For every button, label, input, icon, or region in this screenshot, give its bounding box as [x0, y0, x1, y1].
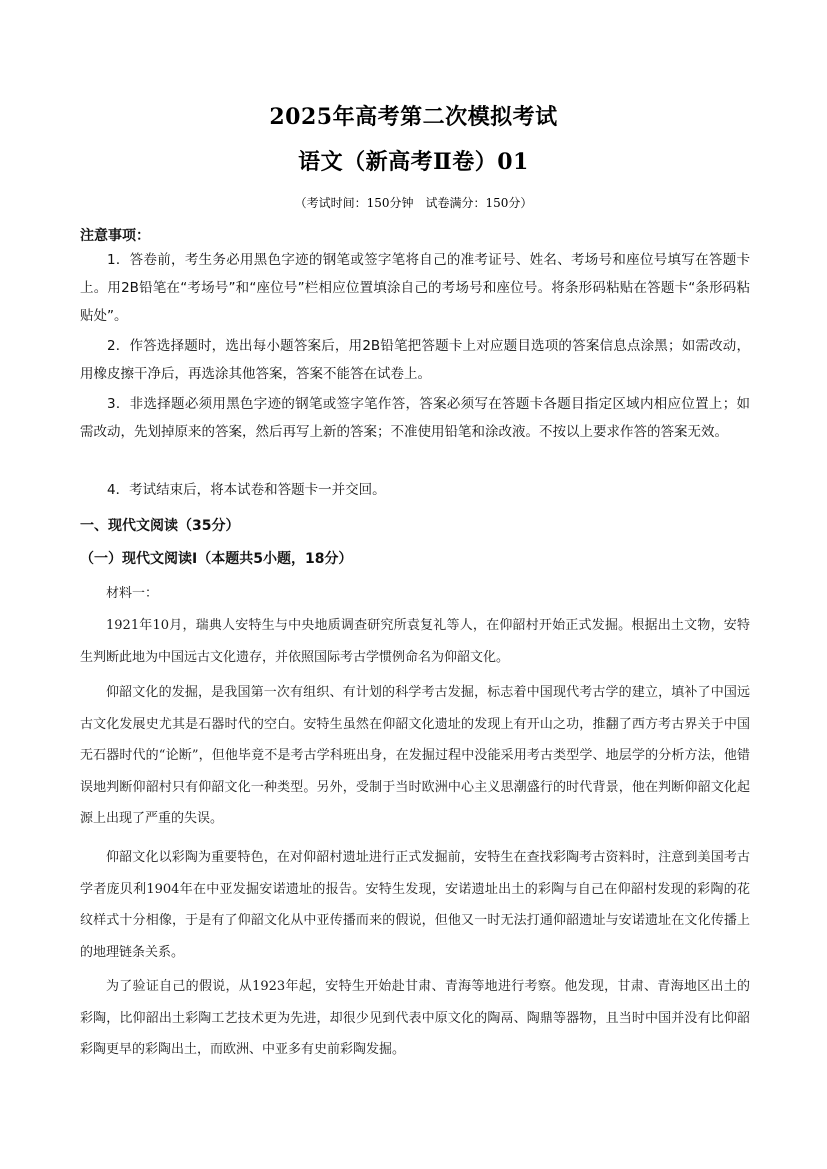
- notice-item-3: 3．非选择题必须用黑色字迹的钢笔或签字笔作答，答案必须写在答题卡各题目指定区域内相应位置上；如需改动，先划掉原来的答案，然后再写上新的答案；不准使用铅笔和涂改液。不按以上要求作答的答案无效。: [80, 396, 750, 440]
- passage-paragraph: 1921年10月，瑞典人安特生与中央地质调查研究所袁复礼等人，在仰韶村开始正式发掘。根据出土文物，安特生判断此地为中国远古文化遗存，并依照国际考古学惯例命名为仰韶文化。: [80, 618, 750, 665]
- notice-item-1: 1．答卷前，考生务必用黑色字迹的钢笔或签字笔将自己的准考证号、姓名、考场号和座位号填写在答题卡上。用2B铅笔在“考场号”和“座位号”栏相应位置填涂自己的考场号和座位号。将条形码粘贴在答题卡“条形码粘贴处”。: [80, 252, 750, 324]
- passage-paragraph: 仰韶文化以彩陶为重要特色，在对仰韶村遗址进行正式发掘前，安特生在查找彩陶考古资料时，注意到美国考古学者庞贝利1904年在中亚发掘安诺遗址的报告。安特生发现，安诺遗址出土的彩陶与自己在仰韶村发现的彩陶的花纹样式十分相像，于是有了仰韶文化从中亚传播而来的假说，但他又一时无法打通仰韶遗址与安诺遗址在文化传播上的地理链条关系。: [80, 850, 750, 960]
- exam-info: （考试时间：150分钟 试卷满分：150分）: [294, 196, 533, 210]
- notice-item-4: 4．考试结束后，将本试卷和答题卡一并交回。: [107, 482, 386, 498]
- material-label: 材料一：: [106, 586, 159, 601]
- notice-heading: 注意事项：: [80, 228, 150, 244]
- exam-title: 2025年高考第二次模拟考试: [269, 104, 558, 130]
- passage-paragraph: 为了验证自己的假说，从1923年起，安特生开始赴甘肃、青海等地进行考察。他发现，甘肃、青海地区出土的彩陶，比仰韶出土彩陶工艺技术更为先进，却很少见到代表中原文化的陶鬲、陶鼎等器物，且当时中国并没有比仰韶彩陶更早的彩陶出土，而欧洲、中亚多有史前彩陶发掘。: [80, 979, 750, 1057]
- exam-subtitle: 语文（新高考Ⅱ卷）01: [298, 149, 529, 175]
- subsection-heading: （一）现代文阅读Ⅰ（本题共5小题，18分）: [80, 551, 353, 567]
- section-heading: 一、现代文阅读（35分）: [80, 518, 240, 534]
- passage-paragraph: 仰韶文化的发掘，是我国第一次有组织、有计划的科学考古发掘，标志着中国现代考古学的建立，填补了中国远古文化发展史尤其是石器时代的空白。安特生虽然在仰韶文化遗址的发现上有开山之功，推翻了西方考古界关于中国无石器时代的“论断”，但他毕竟不是考古学科班出身，在发掘过程中没能采用考古类型学、地层学的分析方法，他错误地判断仰韶村只有仰韶文化一种类型。另外，受制于当时欧洲中心主义思潮盛行的时代背景，他在判断仰韶文化起源上出现了严重的失误。: [80, 685, 750, 826]
- notice-item-2: 2．作答选择题时，选出每小题答案后，用2B铅笔把答题卡上对应题目选项的答案信息点涂黑；如需改动，用橡皮擦干净后，再选涂其他答案，答案不能答在试卷上。: [80, 338, 750, 382]
